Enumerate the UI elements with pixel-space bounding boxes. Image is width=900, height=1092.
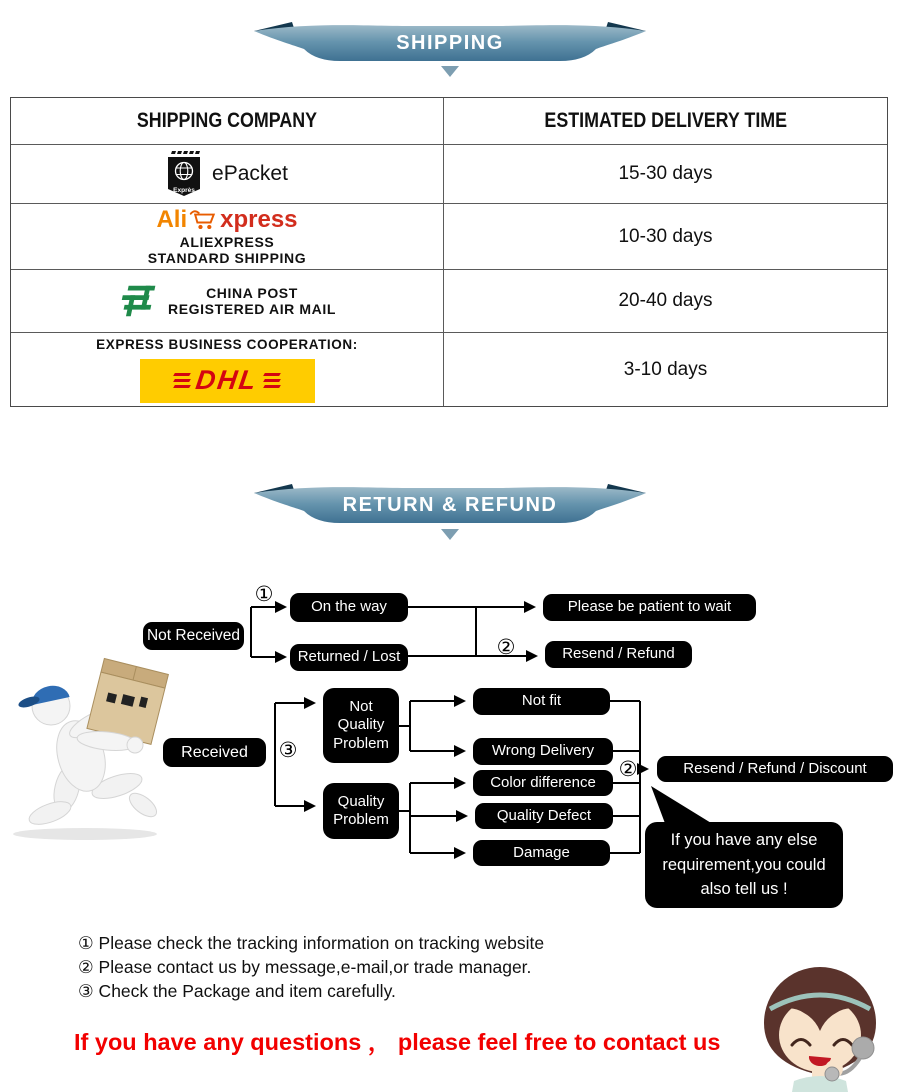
return-refund-flowchart — [0, 560, 900, 920]
shopping-cart-icon — [189, 207, 219, 231]
flow-node-resend-refund-discount: Resend / Refund / Discount — [657, 756, 893, 782]
node-line: Problem — [333, 811, 389, 828]
bubble-line: requirement,you could — [662, 855, 826, 874]
delivery-time-value: 3-10 days — [444, 332, 887, 406]
company-name: ePacket — [212, 162, 288, 185]
header-text: ESTIMATED DELIVERY TIME — [544, 109, 787, 132]
company-name-block — [168, 285, 336, 317]
circled-number-3: ③ — [278, 739, 298, 762]
company-name-line2: STANDARD SHIPPING — [147, 250, 307, 266]
table-row-dhl-company — [11, 332, 444, 406]
column-header-shipping-company — [11, 98, 444, 144]
column-header-delivery-time — [444, 98, 887, 144]
down-triangle-icon — [441, 529, 459, 540]
flow-node-received: Received — [163, 738, 266, 767]
circled-number-2: ② — [496, 636, 516, 659]
instruction-notes — [78, 931, 678, 1003]
flow-node-returned-lost: Returned / Lost — [290, 644, 408, 671]
table-row-epacket-company — [11, 144, 444, 203]
dhl-wordmark: DHL — [194, 365, 260, 395]
shipping-banner-title: SHIPPING — [396, 32, 504, 54]
contact-us-message: If you have any questions ， please feel free to contact us — [74, 1029, 721, 1055]
speech-bubble-tail — [651, 786, 716, 826]
epacket-logo-icon — [166, 151, 202, 197]
china-post-emblem-icon — [118, 281, 160, 321]
dhl-stripes-left — [174, 373, 190, 388]
shipping-table — [10, 97, 888, 407]
flow-node-on-the-way: On the way — [290, 593, 408, 622]
delivery-time-value: 20-40 days — [444, 269, 887, 332]
headset-earpiece — [852, 1037, 874, 1059]
dhl-stripes-right — [264, 373, 280, 388]
circled-number-2: ② — [618, 758, 638, 781]
flow-node-not-received: Not Received — [143, 622, 244, 650]
node-line: Problem — [333, 734, 389, 752]
down-triangle-icon — [441, 66, 459, 77]
company-name-line1: ALIEXPRESS — [179, 234, 275, 250]
delivery-time-value: 10-30 days — [444, 203, 887, 269]
dhl-logo — [140, 359, 315, 403]
speech-bubble — [645, 822, 843, 908]
aliexpress-logo — [156, 207, 297, 232]
flow-node-not-quality-problem — [323, 688, 399, 763]
flow-node-damage: Damage — [473, 840, 610, 866]
company-name-line1: CHINA POST — [206, 285, 298, 301]
company-name-line2: REGISTERED AIR MAIL — [168, 301, 336, 317]
circled-number-1: ① — [254, 583, 274, 606]
node-line: Not — [349, 698, 373, 716]
aliexpress-logo-xpress: xpress — [220, 206, 298, 233]
table-row-chinapost-company — [11, 269, 444, 332]
shipping-banner — [252, 21, 648, 63]
headset-microphone — [825, 1067, 839, 1081]
table-row-aliexpress-company — [11, 203, 444, 269]
header-text: SHIPPING COMPANY — [136, 109, 318, 132]
flow-node-please-wait: Please be patient to wait — [543, 594, 756, 621]
return-refund-banner — [252, 483, 648, 525]
bubble-line: also tell us ! — [700, 880, 788, 899]
return-refund-banner-title: RETURN & REFUND — [342, 494, 558, 516]
flow-node-not-fit: Not fit — [473, 688, 610, 715]
flow-node-color-difference: Color difference — [473, 770, 613, 796]
note-3: ③ Check the Package and item carefully. — [78, 981, 396, 1001]
flow-node-quality-defect: Quality Defect — [475, 803, 613, 829]
node-line: Quality — [337, 792, 385, 810]
customer-service-girl-illustration — [746, 953, 898, 1092]
note-2: ② Please contact us by message,e-mail,or trade manager. — [78, 957, 532, 977]
node-line: Quality — [337, 716, 385, 734]
aliexpress-logo-ali: Ali — [156, 206, 188, 233]
flow-node-quality-problem — [323, 783, 399, 839]
flow-node-wrong-delivery: Wrong Delivery — [473, 738, 613, 765]
note-1: ① Please check the tracking information on tracking website — [78, 933, 545, 953]
delivery-time-value: 15-30 days — [444, 144, 887, 203]
epacket-logo-text: Exprès — [173, 187, 195, 194]
flow-node-resend-refund: Resend / Refund — [545, 641, 692, 668]
express-cooperation-label: EXPRESS BUSINESS COOPERATION: — [96, 336, 358, 352]
bubble-line: If you have any else — [670, 830, 818, 849]
